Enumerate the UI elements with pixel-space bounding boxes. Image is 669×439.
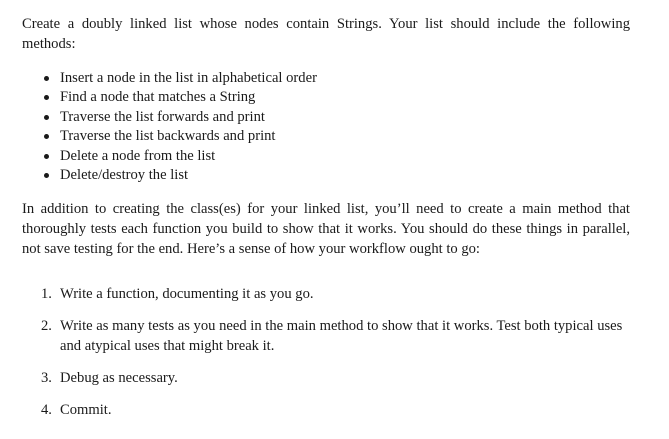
step-text: Write as many tests as you need in the main method to show that it works. Test both typical uses and atypical uses that might break it. <box>60 318 623 355</box>
workflow-step <box>41 368 630 388</box>
workflow-step <box>41 284 630 304</box>
method-list-item: Traverse the list backwards and print <box>43 127 630 146</box>
method-list-item: Insert a node in the list in alphabetical order <box>43 69 630 88</box>
intro-paragraph: Create a doubly linked list whose nodes contain Strings. Your list should include the following methods: <box>22 16 630 52</box>
workflow-paragraph: In addition to creating the class(es) for your linked list, you’ll need to create a main method that thoroughly tests each function you build to show that it works. You should do these things in parallel, not save testing for the end. Here’s a sense of how your workflow ought to go: <box>22 201 630 258</box>
workflow-step <box>41 316 630 356</box>
step-number: 3. <box>41 370 52 387</box>
step-number: 1. <box>41 286 52 303</box>
method-list-item: Find a node that matches a String <box>43 88 630 107</box>
step-text: Commit. <box>60 402 112 419</box>
workflow-step <box>41 400 630 420</box>
step-text: Write a function, documenting it as you go. <box>60 286 314 303</box>
step-number: 4. <box>41 402 52 419</box>
method-list-item: Traverse the list forwards and print <box>43 108 630 127</box>
step-text: Debug as necessary. <box>60 370 178 387</box>
step-number: 2. <box>41 318 52 335</box>
method-list-item: Delete/destroy the list <box>43 166 630 185</box>
workflow-steps-list <box>22 284 630 420</box>
assignment-document <box>22 14 630 432</box>
method-list-item: Delete a node from the list <box>43 147 630 166</box>
methods-list <box>22 69 630 185</box>
